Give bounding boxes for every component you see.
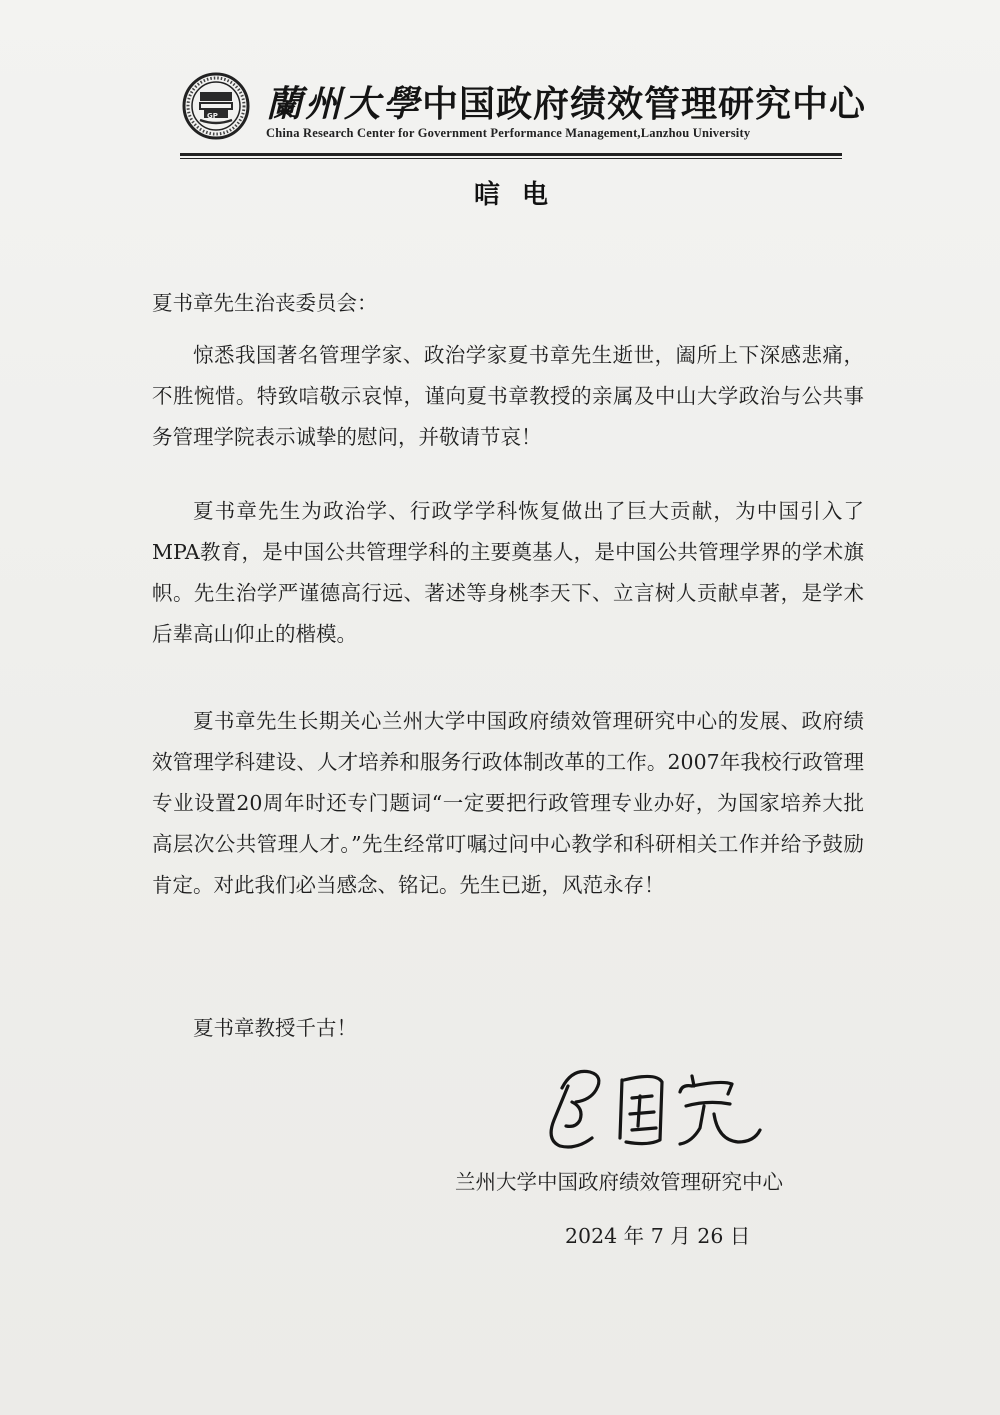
- header-rule: [180, 153, 842, 159]
- university-name: 蘭州大學: [266, 83, 423, 125]
- letterhead: [182, 68, 867, 156]
- center-name: 中国政府绩效管理研究中心: [422, 83, 867, 125]
- handwritten-signature: [532, 1058, 782, 1158]
- salutation: 夏书章先生治丧委员会：: [152, 291, 378, 315]
- university-seal-icon: [182, 72, 250, 140]
- letterhead-title: [266, 76, 866, 127]
- body-paragraph-1: 惊悉我国著名管理学家、政治学家夏书章先生逝世，阖所上下深感悲痛，不胜惋惜。特致唁敬示哀悼，谨向夏书章教授的亲属及中山大学政治与公共事务管理学院表示诚挚的慰问，并敬请节哀！: [152, 343, 864, 449]
- body-paragraph-3: 夏书章先生长期关心兰州大学中国政府绩效管理研究中心的发展、政府绩效管理学科建设、人才培养和服务行政体制改革的工作。2007年我校行政管理专业设置20周年时还专门题词“一定要把行政管理专业办好，为国家培养大批高层次公共管理人才。”先生经常叮嘱过问中心教学和科研相关工作并给予鼓励肯定。对此我们必当感念、铭记。先生已逝，风范永存！: [152, 709, 864, 897]
- body-paragraph-2: 夏书章先生为政治学、行政学学科恢复做出了巨大贡献，为中国引入了MPA教育，是中国公共管理学科的主要奠基人，是中国公共管理学界的学术旗帜。先生治学严谨德高行远、著述等身桃李天下、立言树人贡献卓著，是学术后辈高山仰止的楷模。: [152, 499, 864, 646]
- svg-text:GP: GP: [207, 112, 218, 120]
- signer-organization: 兰州大学中国政府绩效管理研究中心: [455, 1170, 783, 1194]
- letter-date: 2024 年 7 月 26 日: [565, 1224, 751, 1248]
- letterhead-english-name: China Research Center for Government Performance Management,Lanzhou University: [266, 126, 751, 140]
- closing-line: 夏书章教授千古！: [193, 1016, 357, 1040]
- document-title: 唁电: [473, 180, 570, 210]
